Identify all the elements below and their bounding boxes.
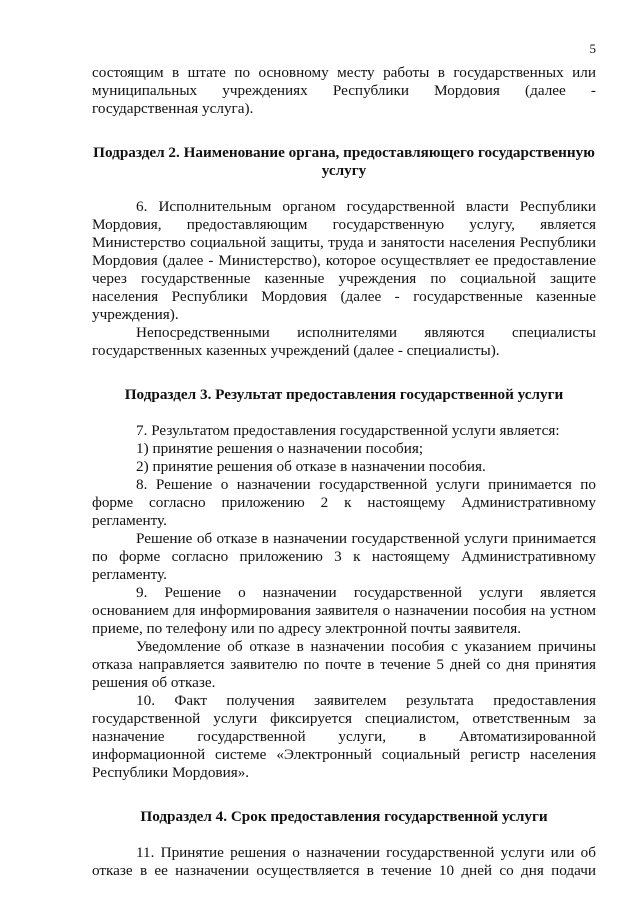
paragraph-7: 7. Результатом предоставления государственной услуги является: (136, 422, 560, 439)
intro-paragraph: состоящим в штате по основному месту работы в государственных или муниципальных учреждениях Республики Мордовия (далее - государственная услуга). (92, 64, 596, 117)
section-2-heading: Подраздел 2. Наименование органа, предоставляющего государственную услугу (93, 144, 595, 179)
paragraph-11: 11. Принятие решения о назначении государственной услуги или об отказе в ее назначении осуществляется в течение 10 дней со дня подачи (92, 844, 596, 879)
paragraph-6: 6. Исполнительным органом государственной власти Республики Мордовия, предоставляющим государственную услугу, является Министерство социальной защиты, труда и занятости населения Республики Мордовия (далее - Министерство), которое осуществляет ее предоставление через государственные казенные учреждения по социальной защите населения Республики Мордовия (далее - государственные казенные учреждения). (92, 198, 596, 323)
paragraph-10: 10. Факт получения заявителем результата предоставления государственной услуги фиксируется специалистом, ответственным за назначение государственной услуги, в Автоматизированной информационной системе «Электронный социальный регистр населения Республики Мордовия». (92, 692, 596, 781)
page-number: 5 (589, 41, 596, 56)
section-3-heading: Подраздел 3. Результат предоставления государственной услуги (124, 386, 564, 403)
document-body (92, 64, 596, 880)
paragraph-8: 8. Решение о назначении государственной услуги принимается по форме согласно приложению 2 к настоящему Административному регламенту. (92, 476, 596, 529)
paragraph-8-refusal: Решение об отказе в назначении государственной услуги принимается по форме согласно приложению 3 к настоящему Административному регламенту. (92, 530, 596, 583)
paragraph-executors: Непосредственными исполнителями являются специалисты государственных казенных учреждений (далее - специалисты). (92, 324, 596, 359)
paragraph-7-item-2: 2) принятие решения об отказе в назначении пособия. (136, 458, 486, 475)
section-4-heading: Подраздел 4. Срок предоставления государственной услуги (140, 808, 548, 825)
paragraph-9: 9. Решение о назначении государственной услуги является основанием для информирования заявителя о назначении пособия на устном приеме, по телефону или по адресу электронной почты заявителя. (92, 584, 596, 637)
paragraph-9-notice: Уведомление об отказе в назначении пособия с указанием причины отказа направляется заявителю по почте в течение 5 дней со дня принятия решения об отказе. (92, 638, 596, 691)
paragraph-7-item-1: 1) принятие решения о назначении пособия; (136, 440, 424, 457)
